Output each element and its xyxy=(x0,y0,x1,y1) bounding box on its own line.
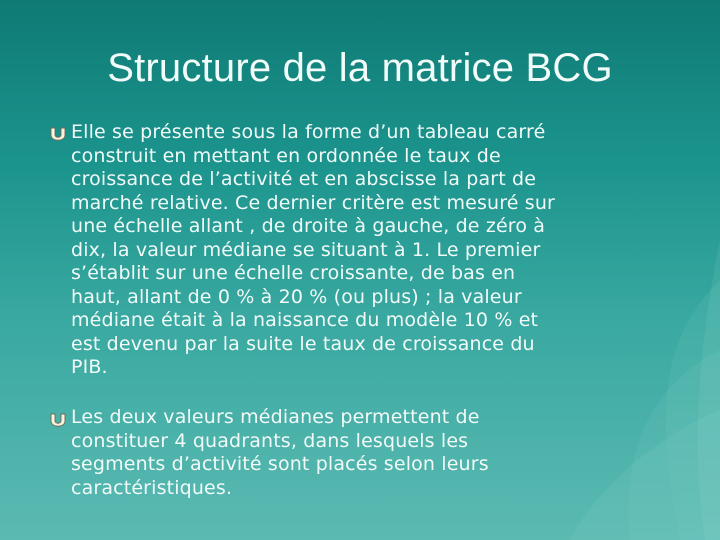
bullet-text: Les deux valeurs médianes permettent de constituer 4 quadrants, dans lesquels les segments d’activité sont placés selon leurs caractéristiques. xyxy=(71,406,489,499)
slide-title: Structure de la matrice BCG xyxy=(107,46,613,90)
u-cup-bullet-icon xyxy=(48,125,68,145)
u-cup-bullet-icon xyxy=(48,411,68,431)
bullet-text: Elle se présente sous la forme d’un tableau carré construit en mettant en ordonnée le taux de croissance de l’activité et en abscisse la part de marché relative. Ce dernier critère est mesuré sur une échelle allant , de droite à gauche, de zéro à dix, la valeur médiane se situant à 1. Le premier s’établit sur une échelle croissante, de bas en haut, allant de 0 % à 20 % (ou plus) ; la valeur médiane était à la naissance du modèle 10 % et est devenu par la suite le taux de croissance du PIB. xyxy=(71,121,555,378)
